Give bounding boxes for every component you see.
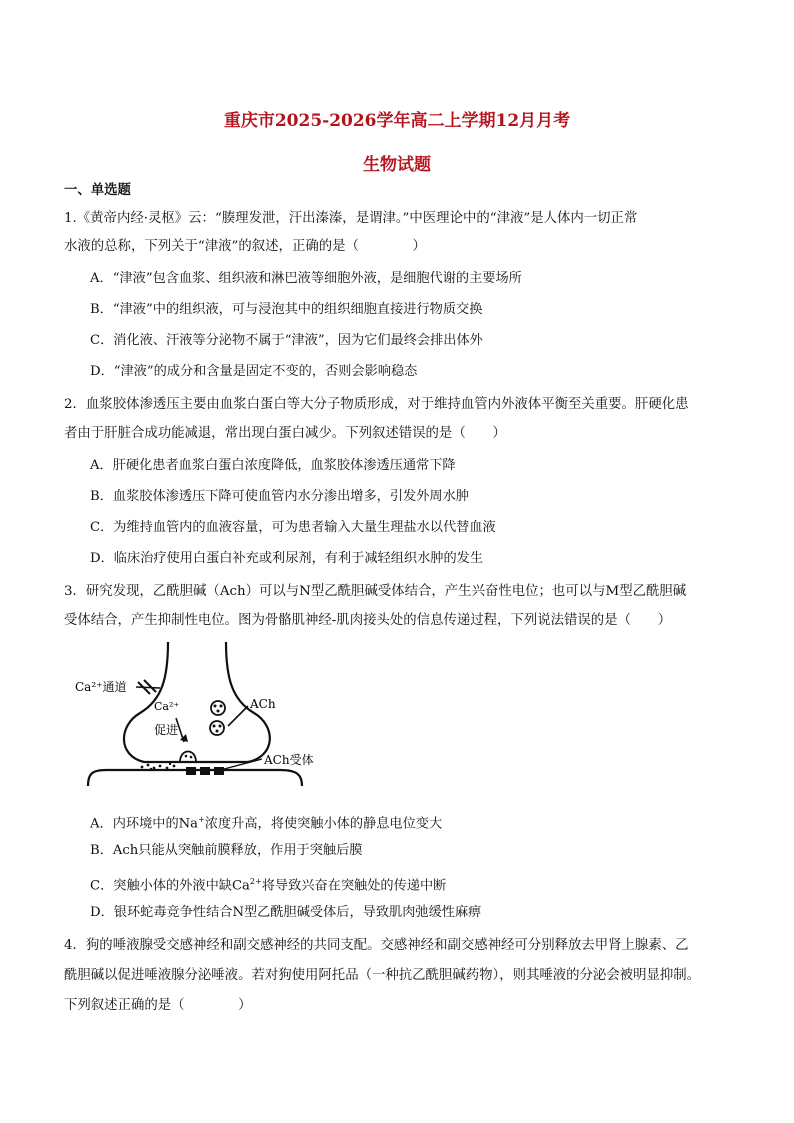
q2-stem-line1: 2．血浆胶体渗透压主要由血浆白蛋白等大分子物质形成，对于维持血管内外液体平衡至关重要。肝硬化患 xyxy=(64,397,689,412)
document-title: 重庆市2025-2026学年高二上学期12月月考 xyxy=(223,111,571,131)
q3-option-a: A．内环境中的Na+浓度升高，将使突触小体的静息电位变大 xyxy=(90,815,443,832)
q4-stem-line2: 酰胆碱以促进唾液腺分泌唾液。若对狗使用阿托品（一种抗乙酰胆碱药物），则其唾液的分泌会被明显抑制。 xyxy=(64,968,701,983)
label-ach: ACh xyxy=(250,697,276,711)
q2-option-c: C．为维持血管内的血液容量，可为患者输入大量生理盐水以代替血液 xyxy=(90,520,496,535)
q2-option-a: A．肝硬化患者血浆白蛋白浓度降低，血浆胶体渗透压通常下降 xyxy=(90,458,456,473)
label-ca-channel: Ca²⁺通道 xyxy=(75,680,127,694)
q1-stem-line1: 1.《黄帝内经·灵枢》云：“腠理发泄，汗出溱溱，是谓津。”中医理论中的“津液”是人体内一切正常 xyxy=(64,211,638,226)
q3-stem-line1: 3．研究发现，乙酰胆碱（Ach）可以与N型乙酰胆碱受体结合，产生兴奋性电位；也可以与M型乙酰胆碱 xyxy=(64,584,687,599)
q4-stem-line3: 下列叙述正确的是（ ） xyxy=(64,998,252,1013)
q1-option-c: C．消化液、汗液等分泌物不属于“津液”，因为它们最终会排出体外 xyxy=(90,333,483,348)
label-ach-receptor: ACh受体 xyxy=(264,753,314,767)
q3-option-d: D．银环蛇毒竞争性结合N型乙酰胆碱受体后，导致肌肉弛缓性麻痹 xyxy=(90,905,482,920)
ach-pointer xyxy=(228,706,248,726)
ca-channel-pointer xyxy=(136,687,160,688)
document-subtitle: 生物试题 xyxy=(363,155,431,175)
vesicle-icon xyxy=(210,721,224,735)
section-heading: 一、单选题 xyxy=(64,182,131,198)
label-ca-ion: Ca²⁺ xyxy=(154,700,180,713)
presynaptic-membrane xyxy=(124,642,270,762)
q2-stem-line2: 者由于肝脏合成功能减退，常出现白蛋白减少。下列叙述错误的是（ ） xyxy=(64,426,506,441)
q1-option-d: D．“津液”的成分和含量是固定不变的，否则会影响稳态 xyxy=(90,364,418,379)
ach-receptor-icon xyxy=(200,767,210,775)
q3-option-c: C．突触小体的外液中缺$Ca^{2+}$将导致兴奋在突触处的传递中断 xyxy=(90,877,447,894)
q1-option-a: A．“津液”包含血浆、组织液和淋巴液等细胞外液，是细胞代谢的主要场所 xyxy=(90,271,522,286)
vesicle-icon xyxy=(211,701,225,715)
label-promote: 促进 xyxy=(154,723,179,737)
q3-stem-line2: 受体结合，产生抑制性电位。图为骨骼肌神经-肌肉接头处的信息传递过程，下列说法错误的是（ ） xyxy=(64,613,672,628)
q2-option-b: B．血浆胶体渗透压下降可使血管内水分渗出增多，引发外周水肿 xyxy=(90,489,469,504)
q4-stem-line1: 4．狗的唾液腺受交感神经和副交感神经的共同支配。交感神经和副交感神经可分别释放去甲肾上腺素、乙 xyxy=(64,938,689,953)
fusing-vesicle-icon xyxy=(180,752,196,763)
q3-option-b: B．Ach只能从突触前膜释放，作用于突触后膜 xyxy=(90,843,363,858)
ach-receptor-icon xyxy=(186,767,196,775)
synapse-diagram xyxy=(70,638,330,788)
q1-stem-line2: 水液的总称，下列关于“津液”的叙述，正确的是（ ） xyxy=(64,239,426,254)
receptor-pointer xyxy=(224,759,262,769)
q1-option-b: B．“津液”中的组织液，可与浸泡其中的组织细胞直接进行物质交换 xyxy=(90,302,483,317)
ach-receptor-icon xyxy=(214,767,224,775)
q2-option-d: D．临床治疗使用白蛋白补充或利尿剂，有利于减轻组织水肿的发生 xyxy=(90,551,484,566)
